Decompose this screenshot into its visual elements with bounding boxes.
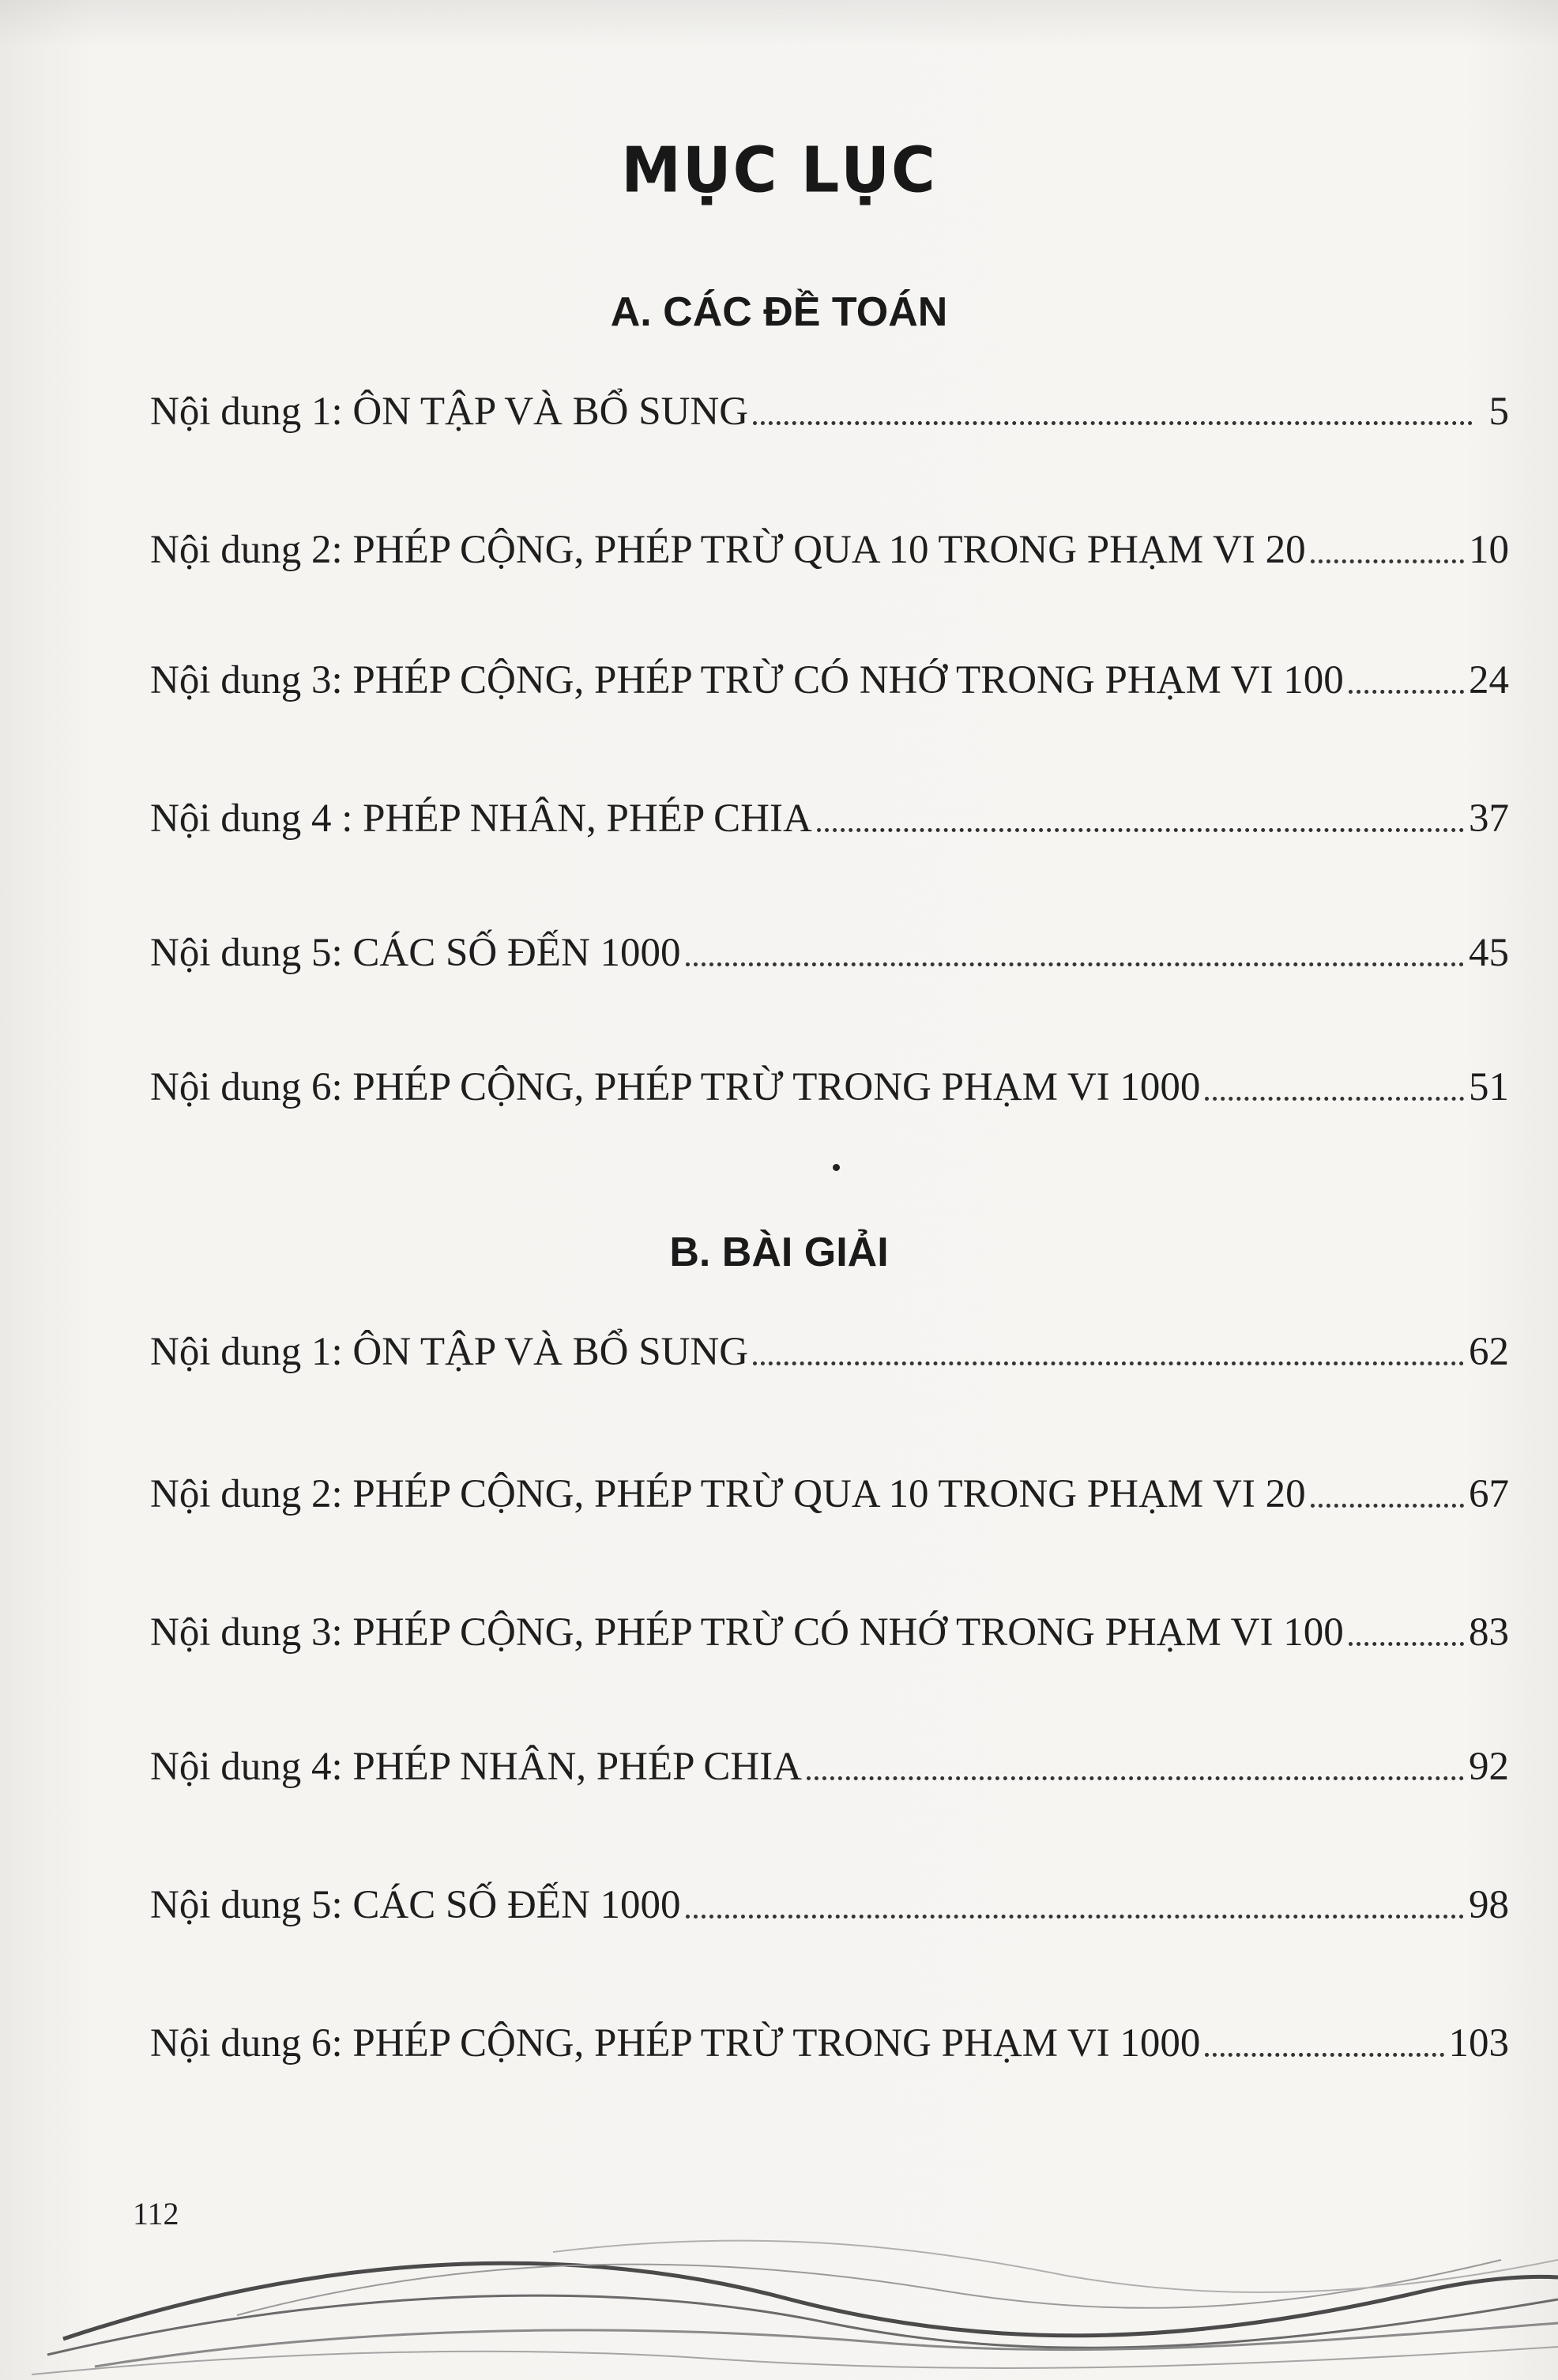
- toc-item-label: Nội dung 4 : PHÉP NHÂN, PHÉP CHIA: [150, 796, 812, 841]
- toc-item-page: 92: [1469, 1745, 1509, 1789]
- toc-item-label: Nội dung 1: ÔN TẬP VÀ BỔ SUNG: [150, 390, 749, 434]
- toc-leader-dots: [686, 1915, 1464, 1919]
- toc-item[interactable]: [150, 379, 1509, 435]
- page-shadow: [0, 0, 1558, 47]
- section-a-heading: A. CÁC ĐỀ TOÁN: [610, 289, 948, 335]
- toc-item[interactable]: [150, 1600, 1509, 1655]
- toc-item-page: 45: [1469, 931, 1509, 975]
- toc-item-page: 51: [1469, 1065, 1509, 1109]
- wave-ornament-icon: [0, 2205, 1558, 2380]
- toc-item-label: Nội dung 4: PHÉP NHÂN, PHÉP CHIA: [150, 1745, 803, 1789]
- toc-item-page: 67: [1469, 1472, 1509, 1516]
- toc-item-label: Nội dung 3: PHÉP CỘNG, PHÉP TRỪ CÓ NHỚ TRONG PHẠM VI 100: [150, 658, 1344, 702]
- toc-item[interactable]: [150, 921, 1509, 976]
- toc-item-page: 5: [1488, 390, 1509, 434]
- toc-item-page: 62: [1469, 1330, 1509, 1374]
- toc-leader-dots: [1349, 1642, 1464, 1646]
- toc-item-page: 103: [1448, 2021, 1509, 2066]
- stray-dot-mark: [833, 1164, 840, 1171]
- toc-leader-dots: [753, 421, 1473, 425]
- toc-item-label: Nội dung 2: PHÉP CỘNG, PHÉP TRỪ QUA 10 TRONG PHẠM VI 20: [150, 528, 1306, 572]
- toc-item-label: Nội dung 5: CÁC SỐ ĐẾN 1000: [150, 931, 681, 975]
- section-b-heading: B. BÀI GIẢI: [669, 1230, 889, 1275]
- page-title: MỤC LỤC: [621, 132, 937, 207]
- toc-leader-dots: [1205, 1097, 1464, 1101]
- toc-item-label: Nội dung 2: PHÉP CỘNG, PHÉP TRỪ QUA 10 TRONG PHẠM VI 20: [150, 1472, 1306, 1516]
- toc-leader-dots: [1311, 559, 1464, 563]
- toc-item[interactable]: [150, 1734, 1509, 1790]
- toc-item-label: Nội dung 5: CÁC SỐ ĐẾN 1000: [150, 1883, 681, 1927]
- toc-item[interactable]: [150, 2011, 1509, 2066]
- toc-leader-dots: [686, 962, 1464, 966]
- toc-item-page: 83: [1469, 1610, 1509, 1655]
- toc-item-label: Nội dung 1: ÔN TẬP VÀ BỔ SUNG: [150, 1330, 749, 1374]
- toc-item-page: 24: [1469, 658, 1509, 702]
- toc-item[interactable]: [150, 786, 1509, 842]
- toc-item[interactable]: [150, 1873, 1509, 1928]
- toc-item[interactable]: [150, 1055, 1509, 1110]
- toc-item-label: Nội dung 6: PHÉP CỘNG, PHÉP TRỪ TRONG PHẠM VI 1000: [150, 1065, 1201, 1109]
- toc-leader-dots: [807, 1776, 1464, 1780]
- toc-item[interactable]: [150, 1320, 1509, 1375]
- toc-leader-dots: [1311, 1504, 1464, 1508]
- toc-leader-dots: [817, 828, 1464, 832]
- toc-leader-dots: [753, 1361, 1464, 1365]
- page-number: 112: [133, 2196, 179, 2231]
- toc-item-page: 10: [1469, 528, 1509, 572]
- toc-item[interactable]: [150, 518, 1509, 573]
- toc-leader-dots: [1349, 690, 1464, 694]
- toc-leader-dots: [1205, 2053, 1443, 2057]
- toc-item-page: 98: [1469, 1883, 1509, 1927]
- toc-item[interactable]: [150, 1462, 1509, 1517]
- toc-item-label: Nội dung 3: PHÉP CỘNG, PHÉP TRỪ CÓ NHỚ TRONG PHẠM VI 100: [150, 1610, 1344, 1655]
- toc-item-page: 37: [1469, 796, 1509, 841]
- toc-item-label: Nội dung 6: PHÉP CỘNG, PHÉP TRỪ TRONG PHẠM VI 1000: [150, 2021, 1201, 2066]
- toc-item[interactable]: [150, 648, 1509, 703]
